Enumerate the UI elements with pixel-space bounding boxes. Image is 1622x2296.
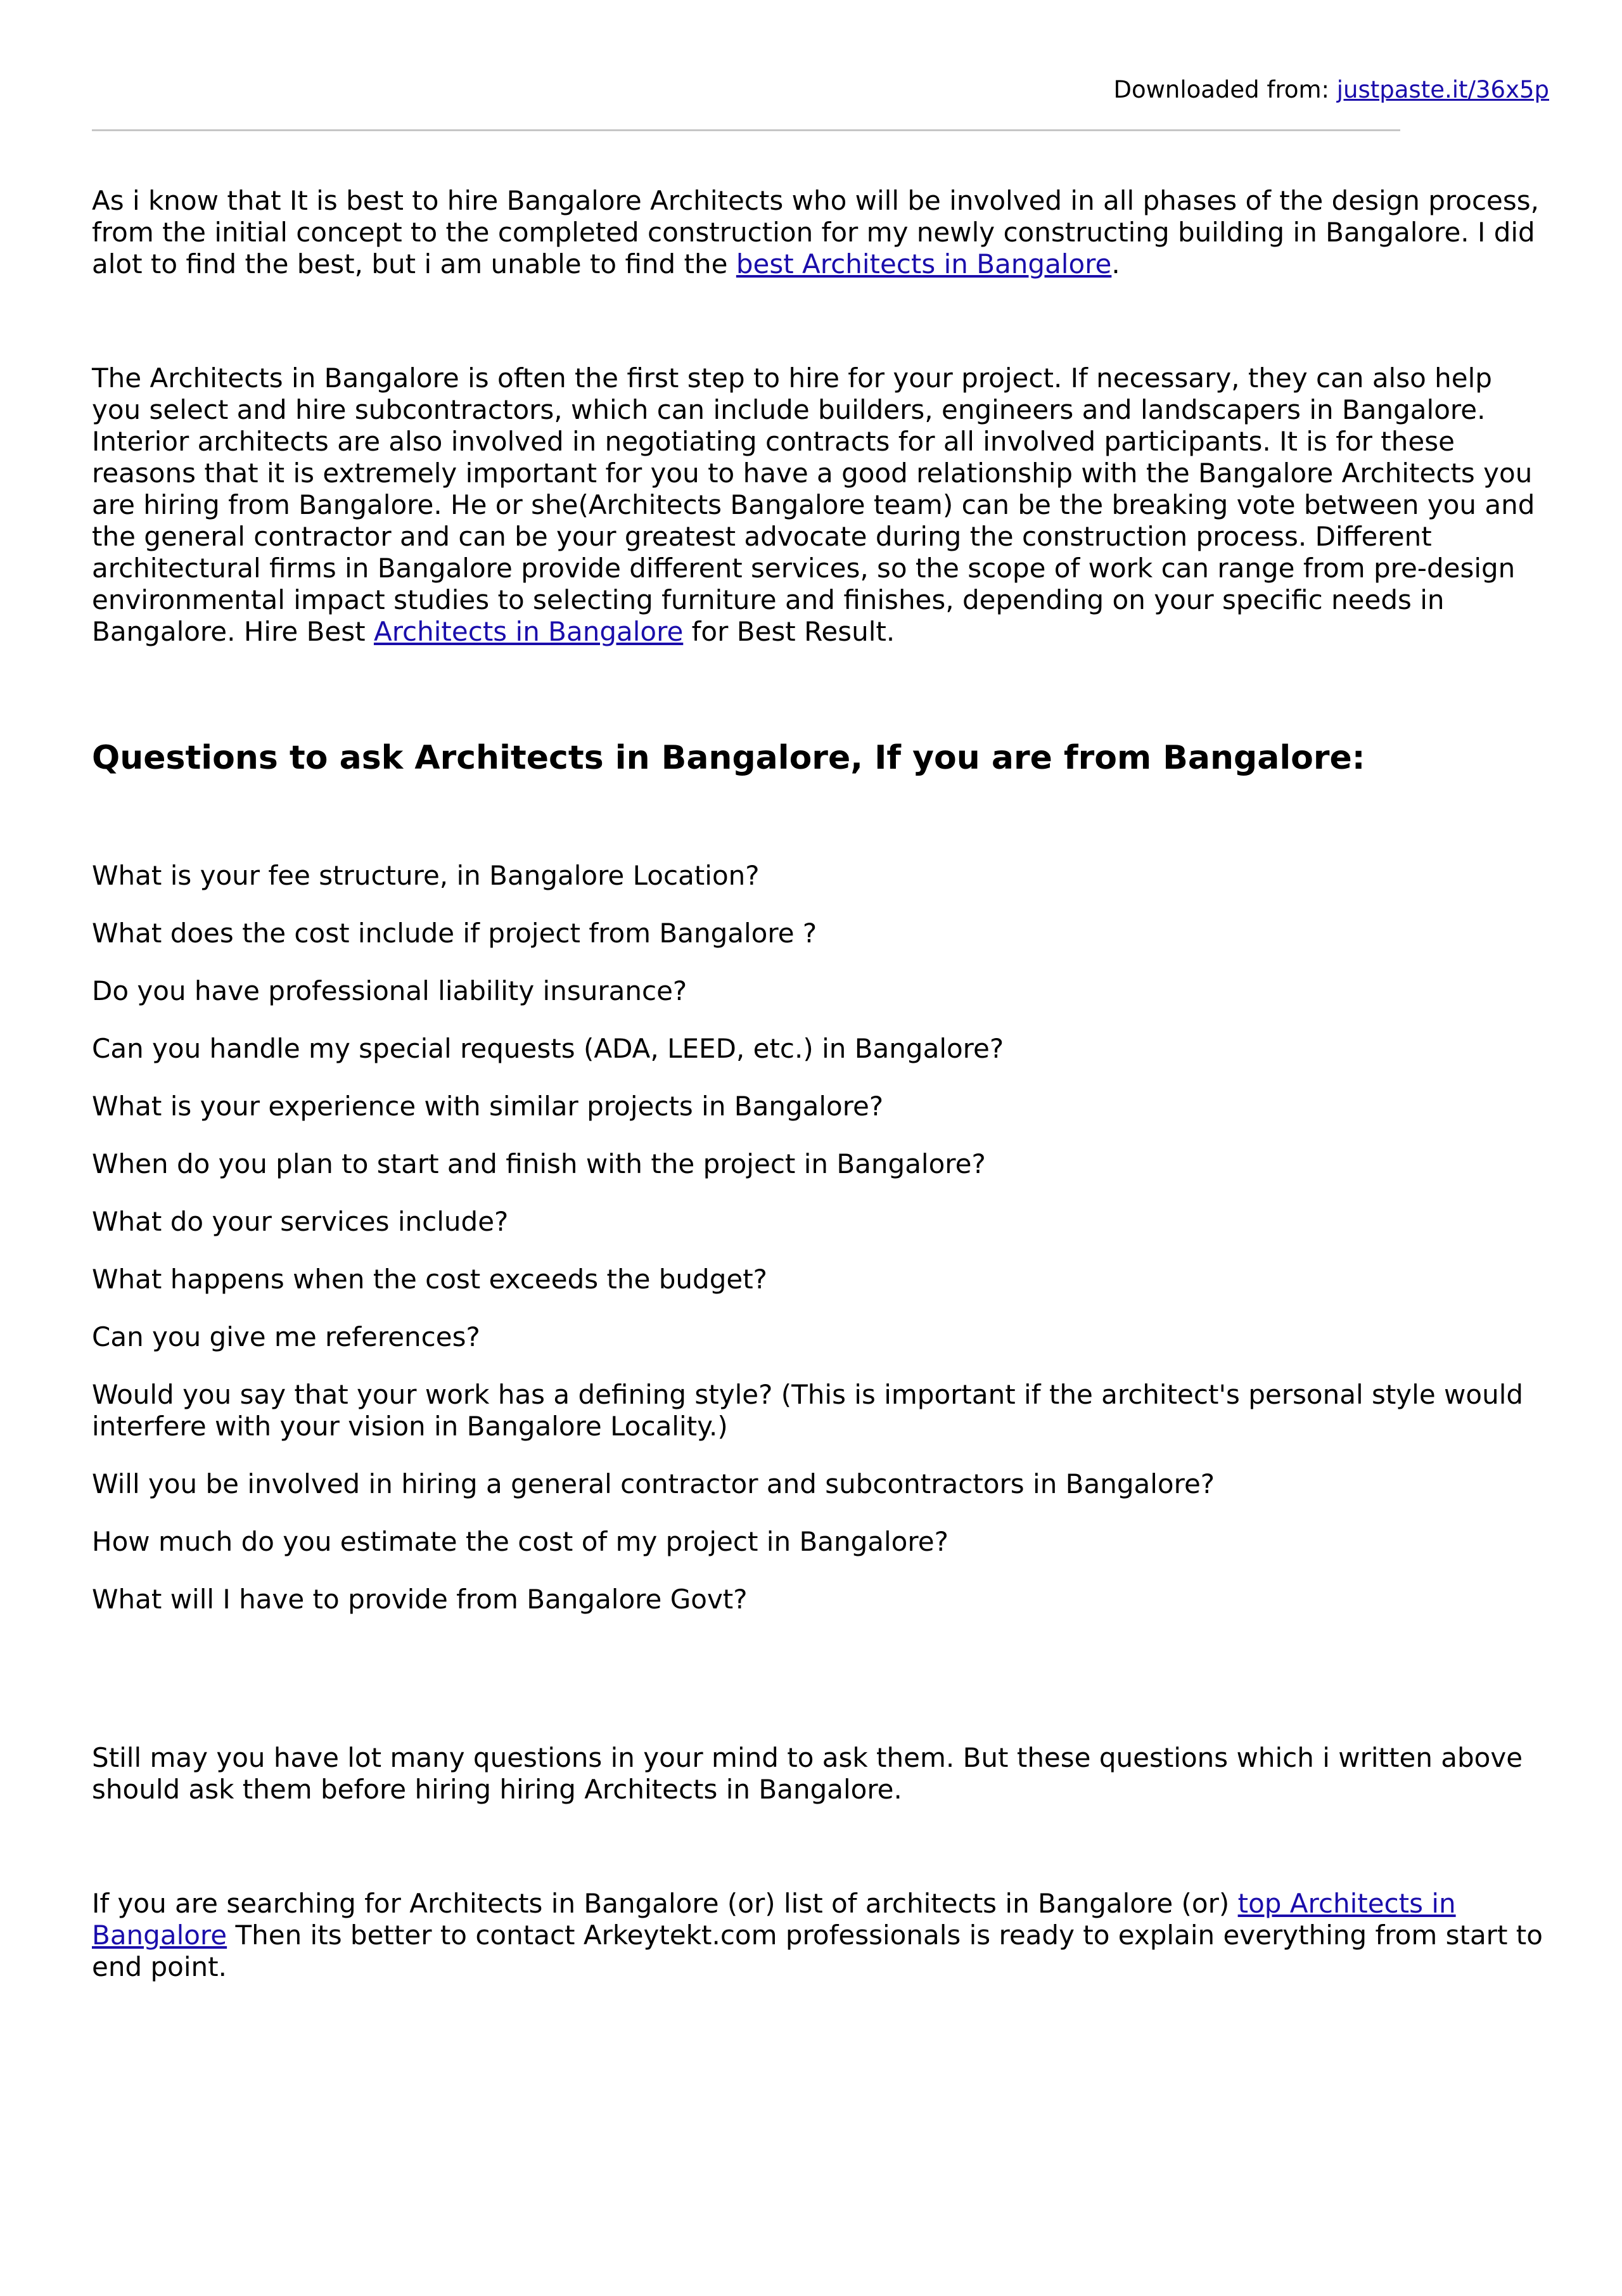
contact-paragraph	[92, 1888, 1546, 1983]
role-text-end: for Best Result.	[683, 616, 895, 647]
question-item: What is your fee structure, in Bangalore Location?	[92, 860, 760, 891]
source-link[interactable]: justpaste.it/36x5p	[1336, 76, 1549, 103]
question-item: Can you handle my special requests (ADA, LEED, etc.) in Bangalore?	[92, 1033, 1004, 1064]
question-item: Do you have professional liability insurance?	[92, 975, 687, 1006]
role-paragraph	[92, 362, 1546, 648]
closing-paragraph: Still may you have lot many questions in your mind to ask them. But these questions which i written above should ask them before hiring hiring Architects in Bangalore.	[92, 1742, 1523, 1805]
question-item: What do your services include?	[92, 1206, 509, 1237]
intro-text-end: .	[1111, 248, 1120, 279]
question-item: What does the cost include if project from Bangalore ?	[92, 918, 817, 949]
question-item: When do you plan to start and finish with the project in Bangalore?	[92, 1148, 986, 1179]
best-architects-link[interactable]: best Architects in Bangalore	[736, 248, 1112, 279]
question-item: Can you give me references?	[92, 1321, 480, 1352]
architects-link[interactable]: Architects in Bangalore	[373, 616, 684, 647]
header-divider	[92, 129, 1400, 131]
question-item: Will you be involved in hiring a general contractor and subcontractors in Bangalore?	[92, 1468, 1215, 1499]
question-item: What will I have to provide from Bangalore Govt?	[92, 1584, 748, 1615]
top-architects-link[interactable]: top Architects in Bangalore	[92, 1888, 1456, 1951]
question-item: What happens when the cost exceeds the budget?	[92, 1264, 767, 1295]
questions-heading: Questions to ask Architects in Bangalore, If you are from Bangalore:	[92, 739, 1365, 777]
question-item: Would you say that your work has a defining style? (This is important if the architect's personal style would interfere with your vision in Bangalore Locality.)	[92, 1379, 1524, 1442]
questions-list	[92, 860, 1546, 1615]
contact-text: If you are searching for Architects in Bangalore (or) list of architects in Bangalore (or)	[92, 1888, 1238, 1919]
contact-text-end: Then its better to contact Arkeytekt.com professionals is ready to explain everything from start to end point.	[92, 1920, 1543, 1982]
source-label: Downloaded from:	[1113, 76, 1337, 103]
question-item: How much do you estimate the cost of my project in Bangalore?	[92, 1526, 948, 1557]
article-body	[92, 185, 1546, 1983]
intro-text: As i know that It is best to hire Bangalore Architects who will be involved in all phases of the design process, from the initial concept to the completed construction for my newly constructing building in Bangalore. I did alot to find the best, but i am unable to find the	[92, 185, 1539, 279]
intro-paragraph	[92, 185, 1546, 280]
role-text: The Architects in Bangalore is often the first step to hire for your project. If necessary, they can also help you select and hire subcontractors, which can include builders, engineers and landscapers in Bangalore. Interior architects are also involved in negotiating contracts for all involved participants. It is for these reasons that it is extremely important for you to have a good relationship with the Bangalore Architects you are hiring from Bangalore. He or she(Architects Bangalore team) can be the breaking vote between you and the general contractor and can be your greatest advocate during the construction process. Different architectural firms in Bangalore provide different services, so the scope of work can range from pre-design environmental impact studies to selecting furniture and finishes, depending on your specific needs in Bangalore. Hire Best	[92, 362, 1535, 647]
question-item: What is your experience with similar projects in Bangalore?	[92, 1091, 884, 1122]
source-line	[1113, 75, 1549, 105]
